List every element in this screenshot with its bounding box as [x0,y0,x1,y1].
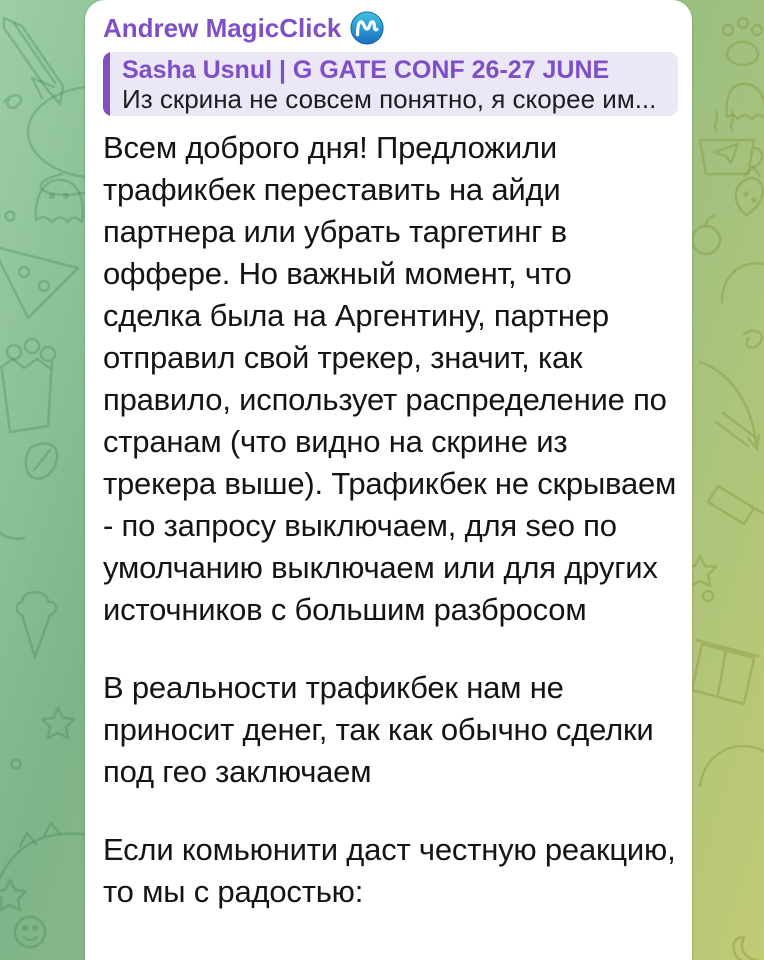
sleeping-dog-doodle-icon [700,746,764,786]
magicclick-logo-icon[interactable] [350,11,384,45]
dot-doodle [6,212,15,221]
popcorn-kernel [41,347,55,361]
strawberry-seed [744,192,747,195]
message-paragraph: Если комьюнити даст честную реакцию, то мы с радостью: [103,832,676,909]
doodles-right [684,18,764,960]
strawberry-seed [752,198,755,201]
pizza-doodle-icon [0,246,78,318]
pizza-topping [39,281,49,291]
dot-doodle [703,591,713,601]
sender-name[interactable]: Andrew MagicClick [103,12,342,43]
star-doodle-icon [0,880,26,910]
paw-toe [738,18,748,28]
paper-plane-doodle-icon [714,144,738,163]
moon-doodle-icon [734,938,758,960]
leaf-vein [34,450,50,470]
reply-quote[interactable] [103,52,678,116]
smiley-eye [23,926,27,930]
spiral-doodle-icon [744,331,762,348]
message-paragraph: В реальности трафикбек нам не приносит денег, так как обычно сделки под гео заключаем [103,670,654,789]
reply-snippet: Из скрина не совсем понятно, я скорее им... [122,85,657,114]
popcorn-box-doodle-icon [2,362,52,432]
flashlight-doodle-icon [708,486,764,524]
paw-pad-doodle-icon [727,42,758,65]
ghost-doodle-icon [36,180,83,222]
smiley-doodle-icon [15,917,45,947]
pizza-topping [19,267,29,277]
dog-doodle-icon [722,263,764,302]
message-text [103,127,678,913]
apple-stem [706,216,714,226]
sender-row [103,9,678,47]
strawberry-doodle-icon [736,178,763,215]
popcorn-kernel [25,339,39,353]
cup-handle [752,148,762,167]
paw-toe [723,25,733,35]
message-bubble[interactable] [85,0,692,960]
squiggle-doodle-icon [4,95,21,108]
reply-accent-bar [103,52,110,116]
paw-toe [752,25,762,35]
message-paragraph: Всем доброго дня! Предложили трафикбек переставить на айди партнера или убрать таргетинг в оффере. Но важный момент, что сделка была на Аргентину, партнер отправил свой трекер, значит, как правило, использует распределение по странам (что видно на скрине из трекера выше). Трафикбек не скрываем - по запросу выключаем, для seo по умолчанию выключаем или для других источников с большим разбросом [103,130,677,627]
reply-author: Sasha Usnul | G GATE CONF 26-27 JUNE [122,56,610,84]
popcorn-kernel [7,345,21,359]
smiley-mouth [24,937,37,940]
apple-doodle-icon [692,226,720,254]
icecream-doodle-icon [17,592,56,657]
broken-pencil-doodle-icon [716,413,759,449]
strawberry-leaf [744,167,760,176]
popcorn-zigzag [0,359,50,368]
dot-doodle [12,760,21,769]
pencil-doodle-icon [4,18,63,104]
star-doodle-icon [42,708,74,738]
smiley-eye [33,926,37,930]
watermelon-doodle-icon [0,506,24,539]
ghost-eye [50,194,54,198]
gift-doodle-icon [692,640,758,704]
